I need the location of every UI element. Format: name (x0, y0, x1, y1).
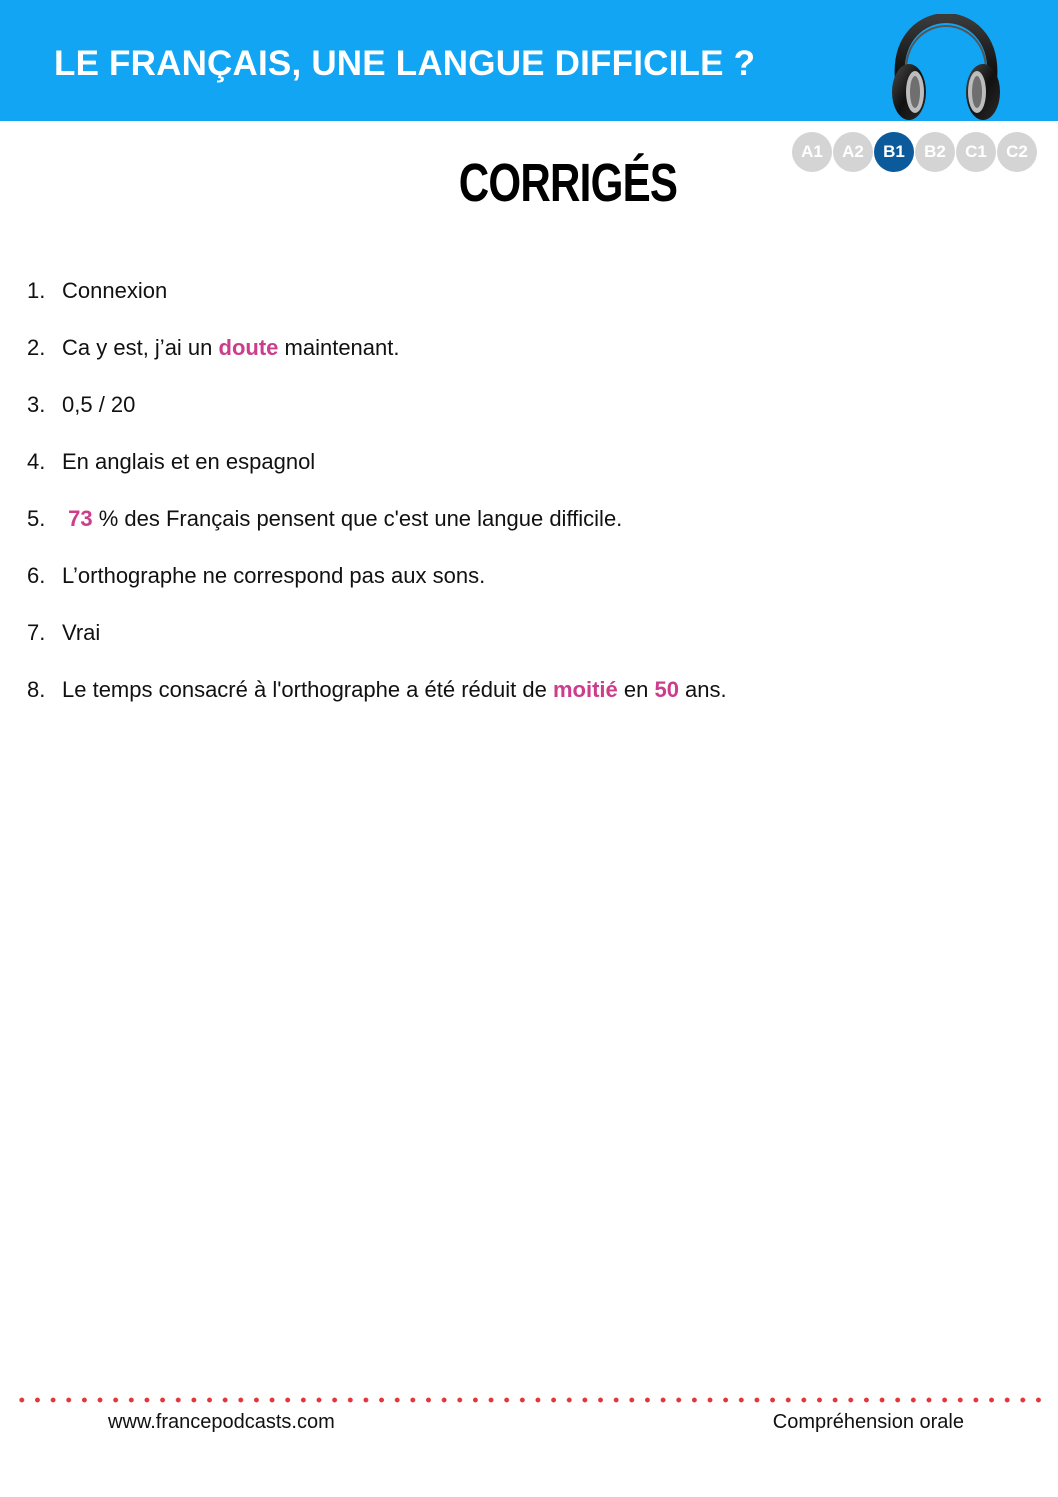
answer-text: 0,5 / 20 (62, 392, 136, 417)
answer-number: 4. (27, 449, 46, 474)
answer-item-4 (27, 443, 727, 500)
answer-highlight-2: 50 (654, 677, 679, 702)
answer-item-3 (27, 386, 727, 443)
answer-number: 6. (27, 563, 46, 588)
answer-text: En anglais et en espagnol (62, 449, 316, 474)
answer-number: 3. (27, 392, 46, 417)
answer-number: 1. (27, 278, 46, 303)
level-c1: C1 (956, 132, 996, 172)
answer-text-middle: en (617, 677, 655, 702)
headphones-icon (886, 14, 1006, 122)
level-b1-active: B1 (874, 132, 914, 172)
answer-item-6 (27, 557, 727, 614)
answer-list (27, 272, 727, 728)
page-title: CORRIGÉS (458, 153, 678, 213)
answer-number: 8. (27, 677, 46, 702)
answer-number: 5. (27, 506, 46, 531)
level-a2: A2 (833, 132, 873, 172)
answer-highlight: doute (218, 335, 279, 360)
answer-highlight: 73 (68, 506, 93, 531)
level-a1: A1 (792, 132, 832, 172)
footer-divider (14, 1396, 1048, 1404)
answer-number: 7. (27, 620, 46, 645)
answer-text-after: % des Français pensent que c'est une langue difficile. (92, 506, 623, 531)
level-c2: C2 (997, 132, 1037, 172)
level-b2: B2 (915, 132, 955, 172)
answer-text: Connexion (62, 278, 168, 303)
answer-text-after: maintenant. (278, 335, 400, 360)
header-title: LE FRANÇAIS, UNE LANGUE DIFFICILE ? (54, 44, 756, 83)
answer-item-5 (27, 500, 727, 557)
answer-text-before: Ca y est, j’ai un (62, 335, 219, 360)
answer-item-7 (27, 614, 727, 671)
answer-text-before: Le temps consacré à l'orthographe a été réduit de (62, 677, 553, 702)
answer-text: L’orthographe ne correspond pas aux sons. (62, 563, 486, 588)
answer-number: 2. (27, 335, 46, 360)
answer-highlight: moitié (552, 677, 618, 702)
answer-text: Vrai (62, 620, 101, 645)
answer-text-after: ans. (678, 677, 727, 702)
footer-website: www.francepodcasts.com (108, 1411, 335, 1433)
answer-item-2 (27, 329, 727, 386)
answer-item-8 (27, 671, 727, 728)
answer-item-1 (27, 272, 727, 329)
footer-category: Compréhension orale (772, 1411, 964, 1433)
